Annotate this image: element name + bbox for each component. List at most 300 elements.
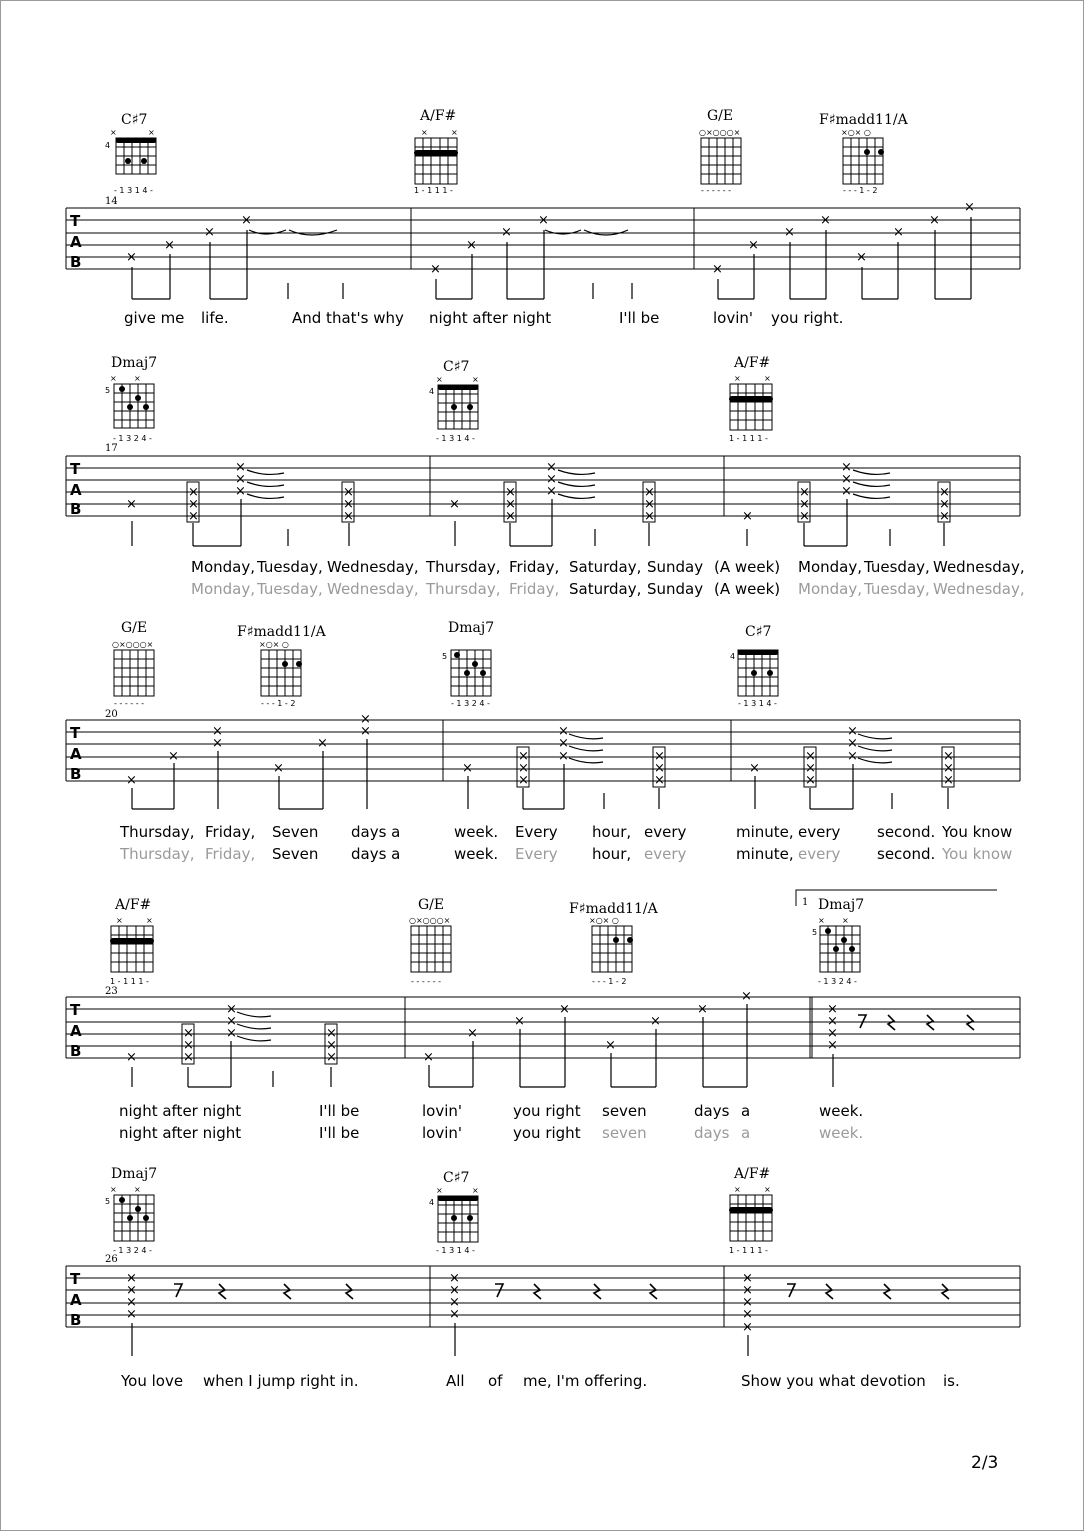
svg-text:×: × [110, 128, 117, 137]
svg-text:- 1 3 1 4 -: - 1 3 1 4 - [436, 434, 475, 443]
svg-text:×: × [748, 238, 759, 253]
svg-text:Wednesday,: Wednesday, [933, 580, 1025, 598]
tab-staff [66, 1266, 1020, 1327]
tab-staff [66, 997, 1020, 1058]
svg-text:×: × [317, 736, 328, 751]
svg-text:×: × [326, 1026, 337, 1041]
svg-text:seven: seven [602, 1124, 647, 1142]
chord-name: G/E [121, 620, 148, 636]
svg-text:×: × [148, 128, 155, 137]
svg-text:×: × [126, 250, 137, 265]
svg-text:1 - 1 1 1 -: 1 - 1 1 1 - [110, 977, 149, 986]
svg-text:You love: You love [121, 1372, 184, 1390]
svg-text:(A week): (A week) [714, 580, 781, 598]
svg-text:×: × [126, 1295, 137, 1310]
svg-text:×: × [472, 375, 479, 384]
svg-text:×: × [742, 509, 753, 524]
svg-text:Seven: Seven [272, 823, 319, 841]
svg-text:×: × [742, 1307, 753, 1322]
svg-text:×: × [110, 374, 117, 383]
svg-text:○×○○○×: ○×○○○× [112, 640, 154, 649]
svg-text:×: × [943, 749, 954, 764]
svg-text:×: × [126, 1271, 137, 1286]
svg-text:×: × [134, 374, 141, 383]
svg-text:Sunday: Sunday [647, 558, 704, 576]
svg-text:×: × [466, 238, 477, 253]
svg-text:1 - 1 1 1 -: 1 - 1 1 1 - [729, 434, 768, 443]
system-4 [66, 890, 1020, 1142]
svg-text:A: A [70, 745, 82, 763]
svg-text:×: × [505, 485, 516, 500]
svg-text:×: × [462, 761, 473, 776]
svg-text:○×○○○×: ○×○○○× [409, 916, 451, 925]
svg-text:×: × [943, 761, 954, 776]
svg-text:- 1 3 2 4 -: - 1 3 2 4 - [818, 977, 857, 986]
svg-text:every: every [644, 845, 687, 863]
lyric-line-1 [119, 823, 1012, 841]
svg-text:A: A [70, 481, 82, 499]
svg-text:Thursday,: Thursday, [120, 845, 195, 863]
svg-text:Sunday: Sunday [647, 580, 704, 598]
svg-text:Thursday,: Thursday, [120, 823, 195, 841]
svg-text:×: × [188, 497, 199, 512]
svg-text:Friday,: Friday, [509, 580, 560, 598]
svg-text:days a: days a [351, 845, 401, 863]
svg-text:×: × [518, 773, 529, 788]
lyric-line-2 [191, 580, 1025, 598]
svg-text:A: A [70, 1022, 82, 1040]
svg-text:me, I'm offering.: me, I'm offering. [523, 1372, 648, 1390]
svg-text:when I jump right in.: when I jump right in. [203, 1372, 359, 1390]
svg-text:×: × [841, 460, 852, 475]
svg-text:is.: is. [943, 1372, 960, 1390]
svg-text:×○× ○: ×○× ○ [259, 640, 289, 649]
chord-name: F♯madd11/A [819, 112, 908, 128]
chord-name: Dmaj7 [818, 897, 865, 913]
chord-diagram-dmaj7 [105, 355, 157, 443]
system-3 [66, 620, 1020, 863]
svg-text:1: 1 [802, 897, 809, 908]
svg-text:- - - 1 - 2: - - - 1 - 2 [843, 186, 878, 195]
svg-text:×: × [712, 262, 723, 277]
chord-diagram-c-sharp-7 [429, 359, 479, 443]
svg-text:I'll be: I'll be [619, 309, 660, 327]
chord-name: C♯7 [121, 112, 148, 128]
svg-text:Monday,: Monday, [798, 580, 862, 598]
svg-text:×: × [430, 262, 441, 277]
svg-text:Friday,: Friday, [205, 823, 256, 841]
svg-text:×: × [939, 497, 950, 512]
chord-diagram-f-sharp-madd11-over-a [237, 624, 327, 708]
svg-text:Friday,: Friday, [509, 558, 560, 576]
svg-text:- - - - - -: - - - - - - [411, 977, 442, 986]
svg-text:You know: You know [942, 823, 1013, 841]
svg-text:×: × [204, 225, 215, 240]
svg-text:week.: week. [454, 823, 499, 841]
svg-text:×: × [841, 472, 852, 487]
svg-text:- 1 3 2 4 -: - 1 3 2 4 - [113, 434, 152, 443]
svg-text:×: × [558, 736, 569, 751]
svg-text:4: 4 [730, 652, 736, 661]
chord-diagram-c-sharp-7 [730, 624, 778, 708]
svg-text:×: × [126, 1050, 137, 1065]
svg-text:Tuesday,: Tuesday, [257, 580, 323, 598]
svg-text:B: B [70, 765, 82, 783]
svg-text:×: × [423, 1050, 434, 1065]
svg-text:×: × [742, 1320, 753, 1335]
svg-text:×: × [847, 724, 858, 739]
svg-text:every: every [798, 845, 841, 863]
system-5 [66, 1166, 1020, 1390]
svg-text:×: × [326, 1050, 337, 1065]
chord-name: C♯7 [745, 624, 772, 640]
svg-text:×: × [742, 1295, 753, 1310]
svg-text:×: × [654, 749, 665, 764]
tab-score [1, 1, 1084, 1532]
svg-text:×: × [546, 484, 557, 499]
svg-text:1 - 1 1 1 -: 1 - 1 1 1 - [414, 186, 453, 195]
chord-diagram-c-sharp-7 [105, 112, 156, 195]
svg-text:4: 4 [429, 1198, 435, 1207]
svg-text:Show you what devotion: Show you what devotion [741, 1372, 926, 1390]
svg-text:week.: week. [454, 845, 499, 863]
svg-text:×: × [644, 497, 655, 512]
svg-text:Friday,: Friday, [205, 845, 256, 863]
svg-text:×: × [654, 761, 665, 776]
svg-text:×: × [126, 773, 137, 788]
chord-name: Dmaj7 [448, 620, 495, 636]
chord-diagram-dmaj7 [105, 1166, 157, 1255]
svg-text:×: × [449, 1271, 460, 1286]
svg-text:×: × [226, 1014, 237, 1029]
system-1 [66, 108, 1020, 327]
svg-text:you right: you right [513, 1124, 581, 1142]
svg-text:B: B [70, 1042, 82, 1060]
svg-text:Tuesday,: Tuesday, [257, 558, 323, 576]
svg-text:×: × [558, 749, 569, 764]
svg-text:(A week): (A week) [714, 558, 781, 576]
svg-text:Every: Every [515, 845, 558, 863]
svg-text:1 - 1 1 1 -: 1 - 1 1 1 - [729, 1246, 768, 1255]
chord-diagram-a-over-f-sharp [729, 1166, 773, 1255]
svg-text:×: × [841, 484, 852, 499]
svg-text:×: × [820, 213, 831, 228]
svg-text:Every: Every [515, 823, 558, 841]
chord-diagram-dmaj7 [442, 620, 494, 708]
svg-text:×: × [749, 761, 760, 776]
svg-text:×: × [741, 989, 752, 1004]
chord-diagram-a-over-f-sharp [729, 355, 773, 443]
svg-text:×: × [764, 1185, 771, 1194]
svg-text:17: 17 [105, 443, 118, 454]
svg-text:×: × [421, 128, 428, 137]
svg-text:A: A [70, 1291, 82, 1309]
svg-text:×: × [764, 374, 771, 383]
svg-text:Wednesday,: Wednesday, [327, 558, 419, 576]
svg-text:×: × [742, 1271, 753, 1286]
svg-text:×: × [164, 238, 175, 253]
svg-text:×: × [343, 509, 354, 524]
svg-text:Wednesday,: Wednesday, [327, 580, 419, 598]
chord-diagram-g-over-e [699, 108, 741, 195]
svg-text:×: × [360, 724, 371, 739]
svg-text:night after night: night after night [429, 309, 552, 327]
svg-text:×: × [235, 472, 246, 487]
svg-text:×: × [805, 773, 816, 788]
chord-name: A/F# [734, 355, 771, 371]
svg-text:days: days [694, 1124, 730, 1142]
svg-text:×: × [805, 761, 816, 776]
svg-text:×: × [183, 1038, 194, 1053]
chord-name: C♯7 [443, 359, 470, 375]
system-2 [66, 355, 1025, 598]
svg-text:26: 26 [105, 1254, 118, 1265]
svg-text:×: × [558, 724, 569, 739]
svg-text:of: of [488, 1372, 503, 1390]
chord-diagram-f-sharp-madd11-over-a [569, 901, 659, 986]
svg-text:you right: you right [513, 1102, 581, 1120]
chord-diagram-a-over-f-sharp [414, 108, 458, 195]
svg-text:×: × [842, 916, 849, 925]
svg-text:Tuesday,: Tuesday, [864, 580, 930, 598]
svg-text:×: × [212, 724, 223, 739]
chord-name: G/E [707, 108, 734, 124]
svg-text:- 1 3 2 4 -: - 1 3 2 4 - [451, 699, 490, 708]
svg-text:×: × [235, 460, 246, 475]
svg-text:- - - - - -: - - - - - - [701, 186, 732, 195]
svg-text:×: × [697, 1002, 708, 1017]
svg-text:×: × [964, 200, 975, 215]
svg-text:×: × [183, 1026, 194, 1041]
svg-text:×: × [939, 485, 950, 500]
svg-text:T: T [70, 1270, 81, 1288]
svg-text:×: × [847, 736, 858, 751]
chord-diagram-dmaj7 [812, 897, 864, 986]
svg-text:×: × [518, 761, 529, 776]
svg-text:second.: second. [877, 845, 936, 863]
svg-text:×: × [893, 225, 904, 240]
svg-text:×: × [126, 1283, 137, 1298]
svg-text:Seven: Seven [272, 845, 319, 863]
svg-text:T: T [70, 1001, 81, 1019]
svg-text:B: B [70, 500, 82, 518]
svg-text:All: All [446, 1372, 465, 1390]
svg-text:×: × [742, 1283, 753, 1298]
svg-text:×: × [226, 1002, 237, 1017]
svg-text:every: every [644, 823, 687, 841]
svg-text:You know: You know [942, 845, 1013, 863]
svg-text:×: × [939, 509, 950, 524]
chord-name: C♯7 [443, 1170, 470, 1186]
svg-text:×: × [188, 509, 199, 524]
svg-text:×: × [501, 225, 512, 240]
svg-text:×: × [827, 1002, 838, 1017]
svg-text:second.: second. [877, 823, 936, 841]
svg-text:×: × [126, 1307, 137, 1322]
svg-text:×: × [168, 749, 179, 764]
svg-text:×: × [799, 485, 810, 500]
svg-text:- 1 3 2 4 -: - 1 3 2 4 - [113, 1246, 152, 1255]
svg-text:14: 14 [105, 196, 118, 207]
svg-text:- - - 1 - 2: - - - 1 - 2 [592, 977, 627, 986]
rest-symbols [174, 1284, 949, 1299]
svg-text:×: × [241, 213, 252, 228]
svg-text:×: × [449, 1307, 460, 1322]
svg-text:lovin': lovin' [422, 1102, 463, 1120]
svg-text:×: × [449, 1295, 460, 1310]
svg-text:×: × [183, 1050, 194, 1065]
svg-text:×: × [847, 749, 858, 764]
svg-text:a: a [741, 1124, 751, 1142]
svg-text:20: 20 [105, 709, 118, 720]
svg-text:×: × [538, 213, 549, 228]
svg-text:×: × [212, 736, 223, 751]
svg-text:- 1 3 1 4 -: - 1 3 1 4 - [114, 186, 153, 195]
svg-text:- - - 1 - 2: - - - 1 - 2 [261, 699, 296, 708]
svg-text:lovin': lovin' [422, 1124, 463, 1142]
chord-diagram-c-sharp-7 [429, 1170, 479, 1255]
svg-text:Monday,: Monday, [798, 558, 862, 576]
lyric-line-1 [120, 1372, 960, 1390]
chord-name: A/F# [734, 1166, 771, 1182]
tab-notes [126, 200, 975, 277]
lyric-line-2 [119, 845, 1012, 863]
svg-text:×: × [134, 1185, 141, 1194]
svg-text:A: A [70, 233, 82, 251]
chord-diagram-g-over-e [112, 620, 154, 708]
svg-text:×: × [827, 1038, 838, 1053]
chord-name: F♯madd11/A [569, 901, 658, 917]
svg-text:×○× ○: ×○× ○ [841, 128, 871, 137]
svg-text:B: B [70, 1311, 82, 1329]
svg-text:hour,: hour, [592, 823, 632, 841]
svg-text:×: × [929, 213, 940, 228]
svg-text:Thursday,: Thursday, [426, 580, 501, 598]
svg-text:○×○○○×: ○×○○○× [699, 128, 741, 137]
chord-diagram-a-over-f-sharp [110, 897, 154, 986]
svg-text:×: × [546, 472, 557, 487]
svg-text:×: × [799, 497, 810, 512]
svg-text:×: × [818, 916, 825, 925]
svg-text:life.: life. [201, 309, 229, 327]
svg-text:I'll be: I'll be [319, 1102, 360, 1120]
svg-text:I'll be: I'll be [319, 1124, 360, 1142]
svg-text:×: × [784, 225, 795, 240]
svg-text:×: × [146, 916, 153, 925]
svg-text:×: × [605, 1038, 616, 1053]
svg-text:×: × [505, 509, 516, 524]
svg-text:4: 4 [429, 387, 435, 396]
svg-text:T: T [70, 460, 81, 478]
svg-text:give me: give me [124, 309, 185, 327]
svg-text:a: a [741, 1102, 751, 1120]
svg-text:23: 23 [105, 986, 118, 997]
svg-text:you right.: you right. [771, 309, 844, 327]
chord-diagram-f-sharp-madd11-over-a [819, 112, 909, 195]
svg-text:×: × [343, 497, 354, 512]
svg-text:×: × [827, 1014, 838, 1029]
svg-text:×: × [110, 1185, 117, 1194]
chord-name: Dmaj7 [111, 355, 158, 371]
svg-text:×: × [650, 1014, 661, 1029]
svg-text:×: × [827, 1026, 838, 1041]
svg-text:×: × [734, 1185, 741, 1194]
svg-text:×: × [472, 1186, 479, 1195]
lyric-line-2 [119, 1124, 863, 1142]
svg-text:×: × [505, 497, 516, 512]
svg-text:night after night: night after night [119, 1124, 242, 1142]
svg-text:×: × [226, 1026, 237, 1041]
chord-name: G/E [418, 897, 445, 913]
svg-text:5: 5 [442, 652, 448, 661]
svg-text:×: × [116, 916, 123, 925]
chord-name: A/F# [115, 897, 152, 913]
svg-text:×: × [559, 1002, 570, 1017]
svg-text:×: × [467, 1026, 478, 1041]
svg-text:×: × [644, 485, 655, 500]
page-number: 2/3 [971, 1453, 999, 1473]
svg-text:lovin': lovin' [713, 309, 754, 327]
lyric-line-1 [124, 309, 843, 327]
svg-text:×: × [188, 485, 199, 500]
lyric-line-1 [119, 1102, 863, 1120]
svg-text:×: × [343, 485, 354, 500]
svg-text:×: × [449, 1283, 460, 1298]
svg-text:4: 4 [105, 141, 111, 150]
svg-text:every: every [798, 823, 841, 841]
svg-text:Saturday,: Saturday, [569, 580, 642, 598]
svg-text:×: × [126, 497, 137, 512]
svg-text:Monday,: Monday, [191, 558, 255, 576]
svg-text:×: × [436, 375, 443, 384]
svg-text:×: × [805, 749, 816, 764]
svg-text:And that's why: And that's why [292, 309, 404, 327]
svg-text:×: × [518, 749, 529, 764]
svg-text:5: 5 [812, 928, 818, 937]
svg-text:×: × [436, 1186, 443, 1195]
svg-text:×: × [449, 497, 460, 512]
svg-text:week.: week. [819, 1102, 864, 1120]
svg-text:minute,: minute, [736, 823, 794, 841]
chord-name: F♯madd11/A [237, 624, 326, 640]
svg-text:- - - - - -: - - - - - - [114, 699, 145, 708]
svg-text:Saturday,: Saturday, [569, 558, 642, 576]
svg-text:T: T [70, 212, 81, 230]
svg-text:×: × [799, 509, 810, 524]
svg-text:Tuesday,: Tuesday, [864, 558, 930, 576]
svg-text:×: × [514, 1014, 525, 1029]
svg-text:5: 5 [105, 386, 111, 395]
svg-text:minute,: minute, [736, 845, 794, 863]
svg-text:week.: week. [819, 1124, 864, 1142]
lyric-line-1 [191, 558, 1025, 576]
svg-text:B: B [70, 253, 82, 271]
svg-text:×: × [326, 1038, 337, 1053]
svg-text:×: × [360, 712, 371, 727]
svg-text:seven: seven [602, 1102, 647, 1120]
svg-text:- 1 3 1 4 -: - 1 3 1 4 - [738, 699, 777, 708]
svg-text:T: T [70, 724, 81, 742]
svg-text:night after night: night after night [119, 1102, 242, 1120]
svg-text:Monday,: Monday, [191, 580, 255, 598]
svg-text:×: × [235, 484, 246, 499]
svg-text:days: days [694, 1102, 730, 1120]
chord-diagram-g-over-e [409, 897, 451, 986]
svg-text:Wednesday,: Wednesday, [933, 558, 1025, 576]
svg-text:×: × [644, 509, 655, 524]
svg-text:×: × [273, 761, 284, 776]
svg-text:- 1 3 1 4 -: - 1 3 1 4 - [436, 1246, 475, 1255]
